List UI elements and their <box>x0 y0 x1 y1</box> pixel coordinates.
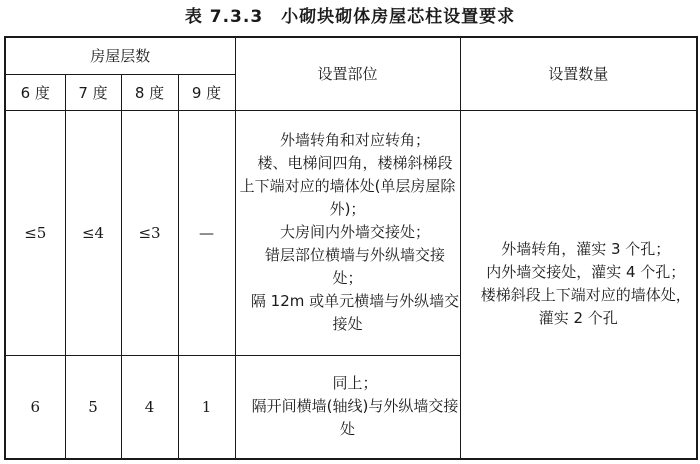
floors-header: 房屋层数 <box>5 37 235 74</box>
header-row-1 <box>5 37 697 74</box>
location-cell <box>235 355 460 459</box>
spec-table <box>4 36 698 460</box>
quantity-header: 设置数量 <box>460 37 697 110</box>
quantity-item: 楼梯斜段上下端对应的墙体处，灌实 2 个孔 <box>480 286 691 328</box>
floors-cell: — <box>178 110 235 355</box>
table-title <box>0 4 700 30</box>
intensity-7-header: 7 度 <box>65 74 121 110</box>
quantity-item: 外墙转角，灌实 3 个孔； <box>501 240 671 259</box>
location-cell <box>235 110 460 355</box>
intensity-6-header: 6 度 <box>5 74 65 110</box>
floors-cell: ≤3 <box>121 110 178 355</box>
location-item: 同上； <box>332 374 378 393</box>
table-caption: 小砌块砌体房屋芯柱设置要求 <box>281 7 516 27</box>
floors-cell: 5 <box>65 355 121 459</box>
location-item: 大房间内外墙交接处； <box>280 223 431 242</box>
quantity-cell <box>460 110 697 459</box>
table-number: 表 7.3.3 <box>184 7 264 27</box>
table-row <box>5 110 697 355</box>
location-header: 设置部位 <box>235 37 460 110</box>
floors-cell: 6 <box>5 355 65 459</box>
floors-cell: ≤5 <box>5 110 65 355</box>
location-item: 外墙转角和对应转角； <box>280 131 431 150</box>
intensity-9-header: 9 度 <box>178 74 235 110</box>
quantity-item: 内外墙交接处，灌实 4 个孔； <box>486 263 686 282</box>
location-item: 隔开间横墙(轴线)与外纵墙交接处 <box>251 397 459 439</box>
location-item: 楼、电梯间四角，楼梯斜梯段上下端对应的墙体处(单层房屋除外)； <box>239 154 456 219</box>
floors-cell: 1 <box>178 355 235 459</box>
floors-cell: ≤4 <box>65 110 121 355</box>
location-item: 隔 12m 或单元横墙与外纵墙交接处 <box>250 292 460 334</box>
intensity-8-header: 8 度 <box>121 74 178 110</box>
location-item: 错层部位横墙与外纵墙交接处； <box>265 246 446 288</box>
floors-cell: 4 <box>121 355 178 459</box>
